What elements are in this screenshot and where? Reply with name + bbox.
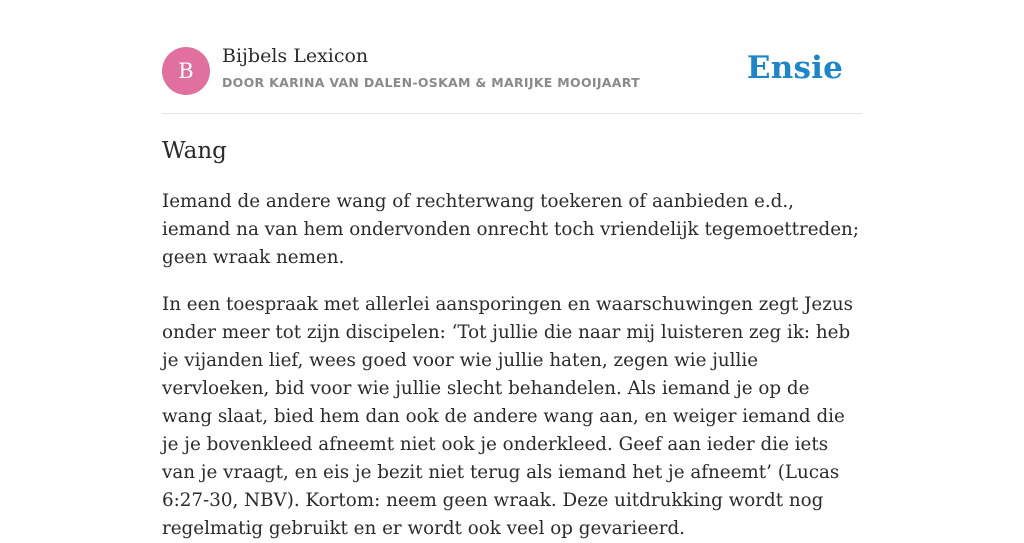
header	[162, 0, 862, 114]
avatar[interactable]: B	[162, 47, 210, 95]
entry-paragraph-2: In een toespraak met allerlei aansporingen en waarschuwingen zegt Jezus onder meer tot zijn discipelen: ‘Tot jullie die naar mij luisteren zeg ik: heb je vijanden lief, wees goed voor wie jullie haten, zegen wie jullie vervloeken, bid voor wie jullie slecht behandelen. Als iemand je op de wang slaat, bied hem dan ook de andere wang aan, en weiger iemand die je je bovenkleed afneemt niet ook je onderkleed. Geef aan ieder die iets van je vraagt, en eis je bezit niet terug als iemand het je afneemt’ (Lucas 6:27-30, NBV). Kortom: neem geen wraak. Deze uitdrukking wordt nog regelmatig gebruikt en er wordt ook veel op gevarieerd.	[162, 294, 854, 539]
entry-paragraph-1: Iemand de andere wang of rechterwang toekeren of aanbieden e.d., iemand na van hem ondervonden onrecht toch vriendelijk tegemoettreden; geen wraak nemen.	[162, 191, 859, 268]
entry-title: Wang	[162, 138, 227, 164]
authors-line: DOOR KARINA VAN DALEN-OSKAM & MARIJKE MOOIJAART	[222, 75, 640, 90]
book-title[interactable]: Bijbels Lexicon	[222, 45, 369, 67]
ensie-logo[interactable]: Ensie	[746, 50, 843, 86]
page	[162, 0, 862, 543]
